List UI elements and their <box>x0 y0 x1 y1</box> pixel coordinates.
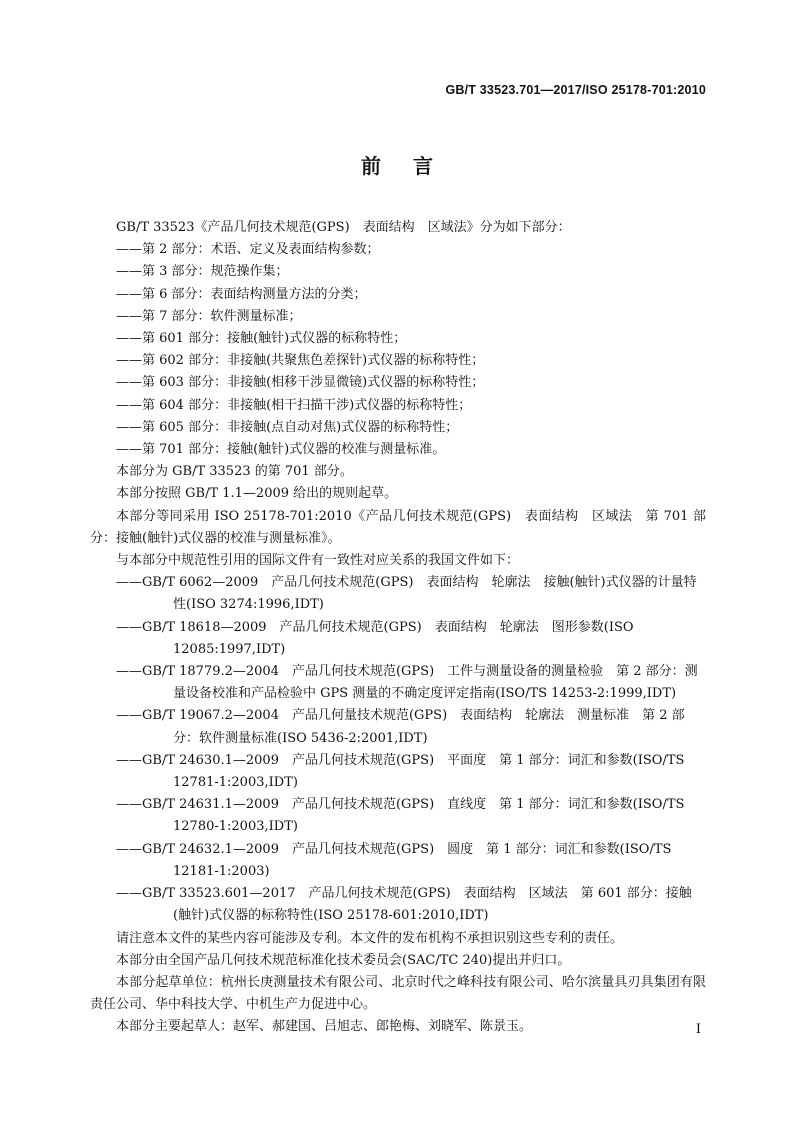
patent-notice-paragraph: 请注意本文件的某些内容可能涉及专利。本文件的发布机构不承担识别这些专利的责任。 <box>116 930 624 946</box>
reference-list-item: ——GB/T 6062—2009 产品几何技术规范(GPS) 表面结构 轮廓法 接触(触针)式仪器的计量特性(ISO 3274:1996,IDT) <box>116 575 697 613</box>
part-list-item: ——第 605 部分：非接触(点自动对焦)式仪器的标称特性； <box>116 419 459 435</box>
standard-code-header: GB/T 33523.701—2017/ISO 25178-701:2010 <box>445 83 706 97</box>
part-list-item: ——第 601 部分：接触(触针)式仪器的标称特性； <box>116 331 407 347</box>
reference-list-item: ——GB/T 24631.1—2009 产品几何技术规范(GPS) 直线度 第 1 部分：词汇和参数(ISO/TS 12780-1:2003,IDT) <box>116 797 685 835</box>
reference-list-item: ——GB/T 18618—2009 产品几何技术规范(GPS) 表面结构 轮廓法 图形参数(ISO 12085:1997,IDT) <box>116 619 634 657</box>
reference-list-item: ——GB/T 24632.1—2009 产品几何技术规范(GPS) 圆度 第 1 部分：词汇和参数(ISO/TS 12181-1:2003) <box>116 841 672 879</box>
part-of-paragraph: 本部分为 GB/T 33523 的第 701 部分。 <box>116 464 353 480</box>
equivalence-paragraph: 本部分等同采用 ISO 25178-701:2010《产品几何技术规范(GPS) 表面结构 区域法 第 701 部分：接触(触针)式仪器的校准与测量标准》。 <box>90 508 706 546</box>
part-list-item: ——第 701 部分：接触(触针)式仪器的校准与测量标准。 <box>116 442 446 458</box>
part-list-item: ——第 3 部分：规范操作集； <box>116 264 289 280</box>
document-body <box>90 217 706 1039</box>
reference-list-item: ——GB/T 18779.2—2004 产品几何技术规范(GPS) 工件与测量设备的测量检验 第 2 部分：测量设备校准和产品检验中 GPS 测量的不确定度评定指南(ISO/TS 14253-2:1999,IDT) <box>116 664 698 702</box>
reference-list-item: ——GB/T 33523.601—2017 产品几何技术规范(GPS) 表面结构 区域法 第 601 部分：接触(触针)式仪器的标称特性(ISO 25178-601:2010,IDT) <box>116 886 692 924</box>
page-number: I <box>695 1022 701 1037</box>
drafting-rules-paragraph: 本部分按照 GB/T 1.1—2009 给出的规则起草。 <box>116 486 398 502</box>
drafters-paragraph: 本部分主要起草人：赵军、郝建国、吕旭志、郎艳梅、刘晓军、陈景玉。 <box>116 1019 533 1035</box>
part-list-item: ——第 7 部分：软件测量标准； <box>116 308 302 324</box>
drafting-units-paragraph: 本部分起草单位：杭州长庚测量技术有限公司、北京时代之峰科技有限公司、哈尔滨量具刃具集团有限责任公司、华中科技大学、中机生产力促进中心。 <box>90 974 706 1013</box>
proposer-paragraph: 本部分由全国产品几何技术规范标准化技术委员会(SAC/TC 240)提出并归口。 <box>116 952 571 968</box>
part-list-item: ——第 6 部分：表面结构测量方法的分类； <box>116 286 367 302</box>
reference-list-item: ——GB/T 24630.1—2009 产品几何技术规范(GPS) 平面度 第 1 部分：词汇和参数(ISO/TS 12781-1:2003,IDT) <box>116 752 685 791</box>
part-list-item: ——第 602 部分：非接触(共聚焦色差探针)式仪器的标称特性； <box>116 353 485 369</box>
intro-paragraph: GB/T 33523《产品几何技术规范(GPS) 表面结构 区域法》分为如下部分： <box>116 220 571 235</box>
part-list-item: ——第 2 部分：术语、定义及表面结构参数； <box>116 242 380 258</box>
references-intro-paragraph: 与本部分中规范性引用的国际文件有一致性对应关系的我国文件如下： <box>116 553 520 569</box>
part-list-item: ——第 604 部分：非接触(相干扫描干涉)式仪器的标称特性； <box>116 397 472 413</box>
part-list-item: ——第 603 部分：非接触(相移干涉显微镜)式仪器的标称特性； <box>116 375 485 391</box>
reference-list-item: ——GB/T 19067.2—2004 产品几何量技术规范(GPS) 表面结构 轮廓法 测量标准 第 2 部分：软件测量标准(ISO 5436-2:2001,IDT) <box>116 708 685 746</box>
page-title: 前言 <box>361 154 465 178</box>
